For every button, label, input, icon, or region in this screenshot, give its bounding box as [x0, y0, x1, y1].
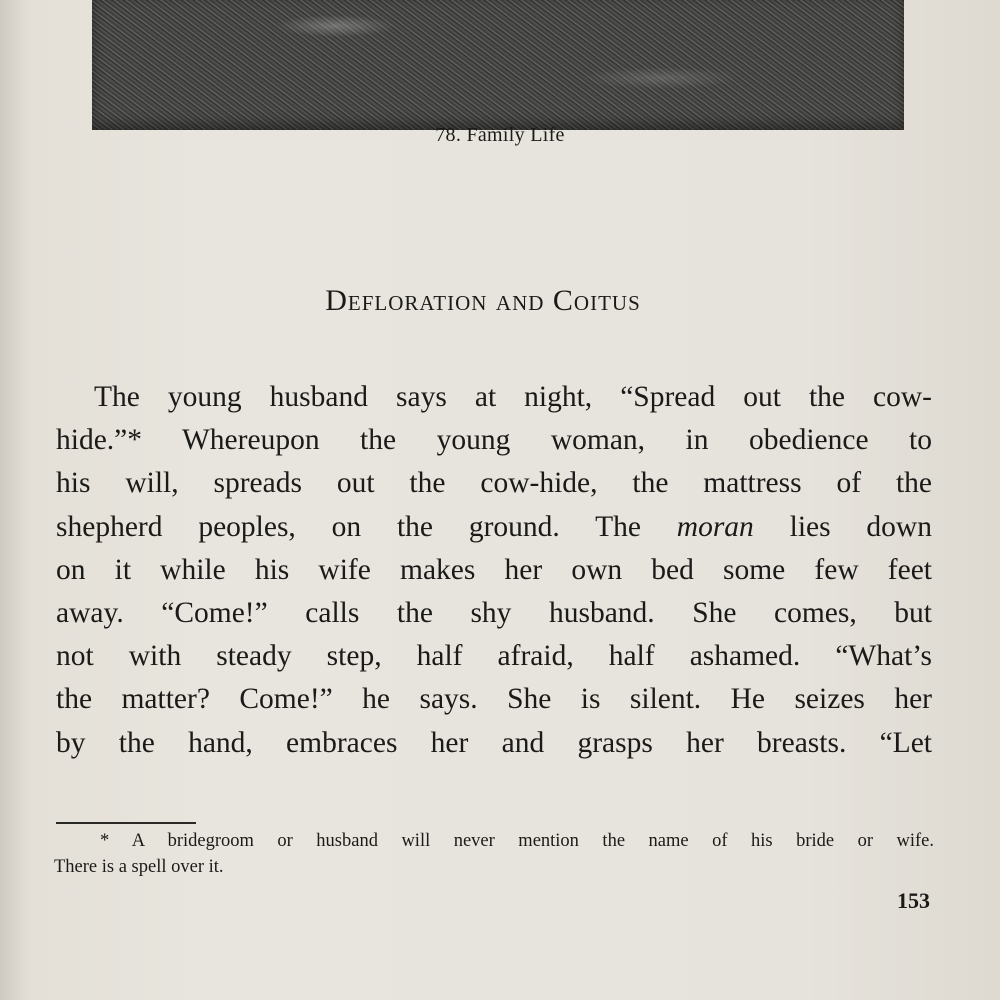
footnote-line: * A bridegroom or husband will never mention the name of his bride or wife. — [100, 831, 934, 851]
body-line: hide.”* Whereupon the young woman, in obedience to — [56, 424, 932, 457]
body-line — [56, 506, 932, 549]
body-paragraph — [56, 376, 932, 765]
footnote — [54, 828, 934, 880]
figure-caption: 78. Family Life — [435, 124, 565, 146]
body-line: by the hand, embraces her and grasps her breasts. “Let — [56, 726, 932, 759]
family-life-photograph — [92, 0, 904, 130]
body-line: his will, spreads out the cow-hide, the mattress of the — [56, 467, 932, 500]
footnote-line: There is a spell over it. — [54, 857, 224, 877]
body-line: The young husband says at night, “Spread out the cow- — [94, 381, 932, 413]
page-number: 153 — [897, 888, 930, 913]
body-line-text: lies down — [753, 510, 932, 543]
body-line: on it while his wife makes her own bed some few feet — [56, 553, 932, 586]
body-line: not with steady step, half afraid, half ashamed. “What’s — [56, 640, 932, 673]
body-line: the matter? Come!” he says. She is silent. He seizes her — [56, 683, 932, 716]
section-heading: Defloration and Coitus — [325, 284, 641, 317]
footnote-divider — [56, 822, 196, 824]
italic-term-moran: moran — [676, 510, 754, 543]
body-line: away. “Come!” calls the shy husband. She comes, but — [56, 597, 932, 630]
body-line-text: shepherd peoples, on the ground. The — [56, 510, 677, 543]
